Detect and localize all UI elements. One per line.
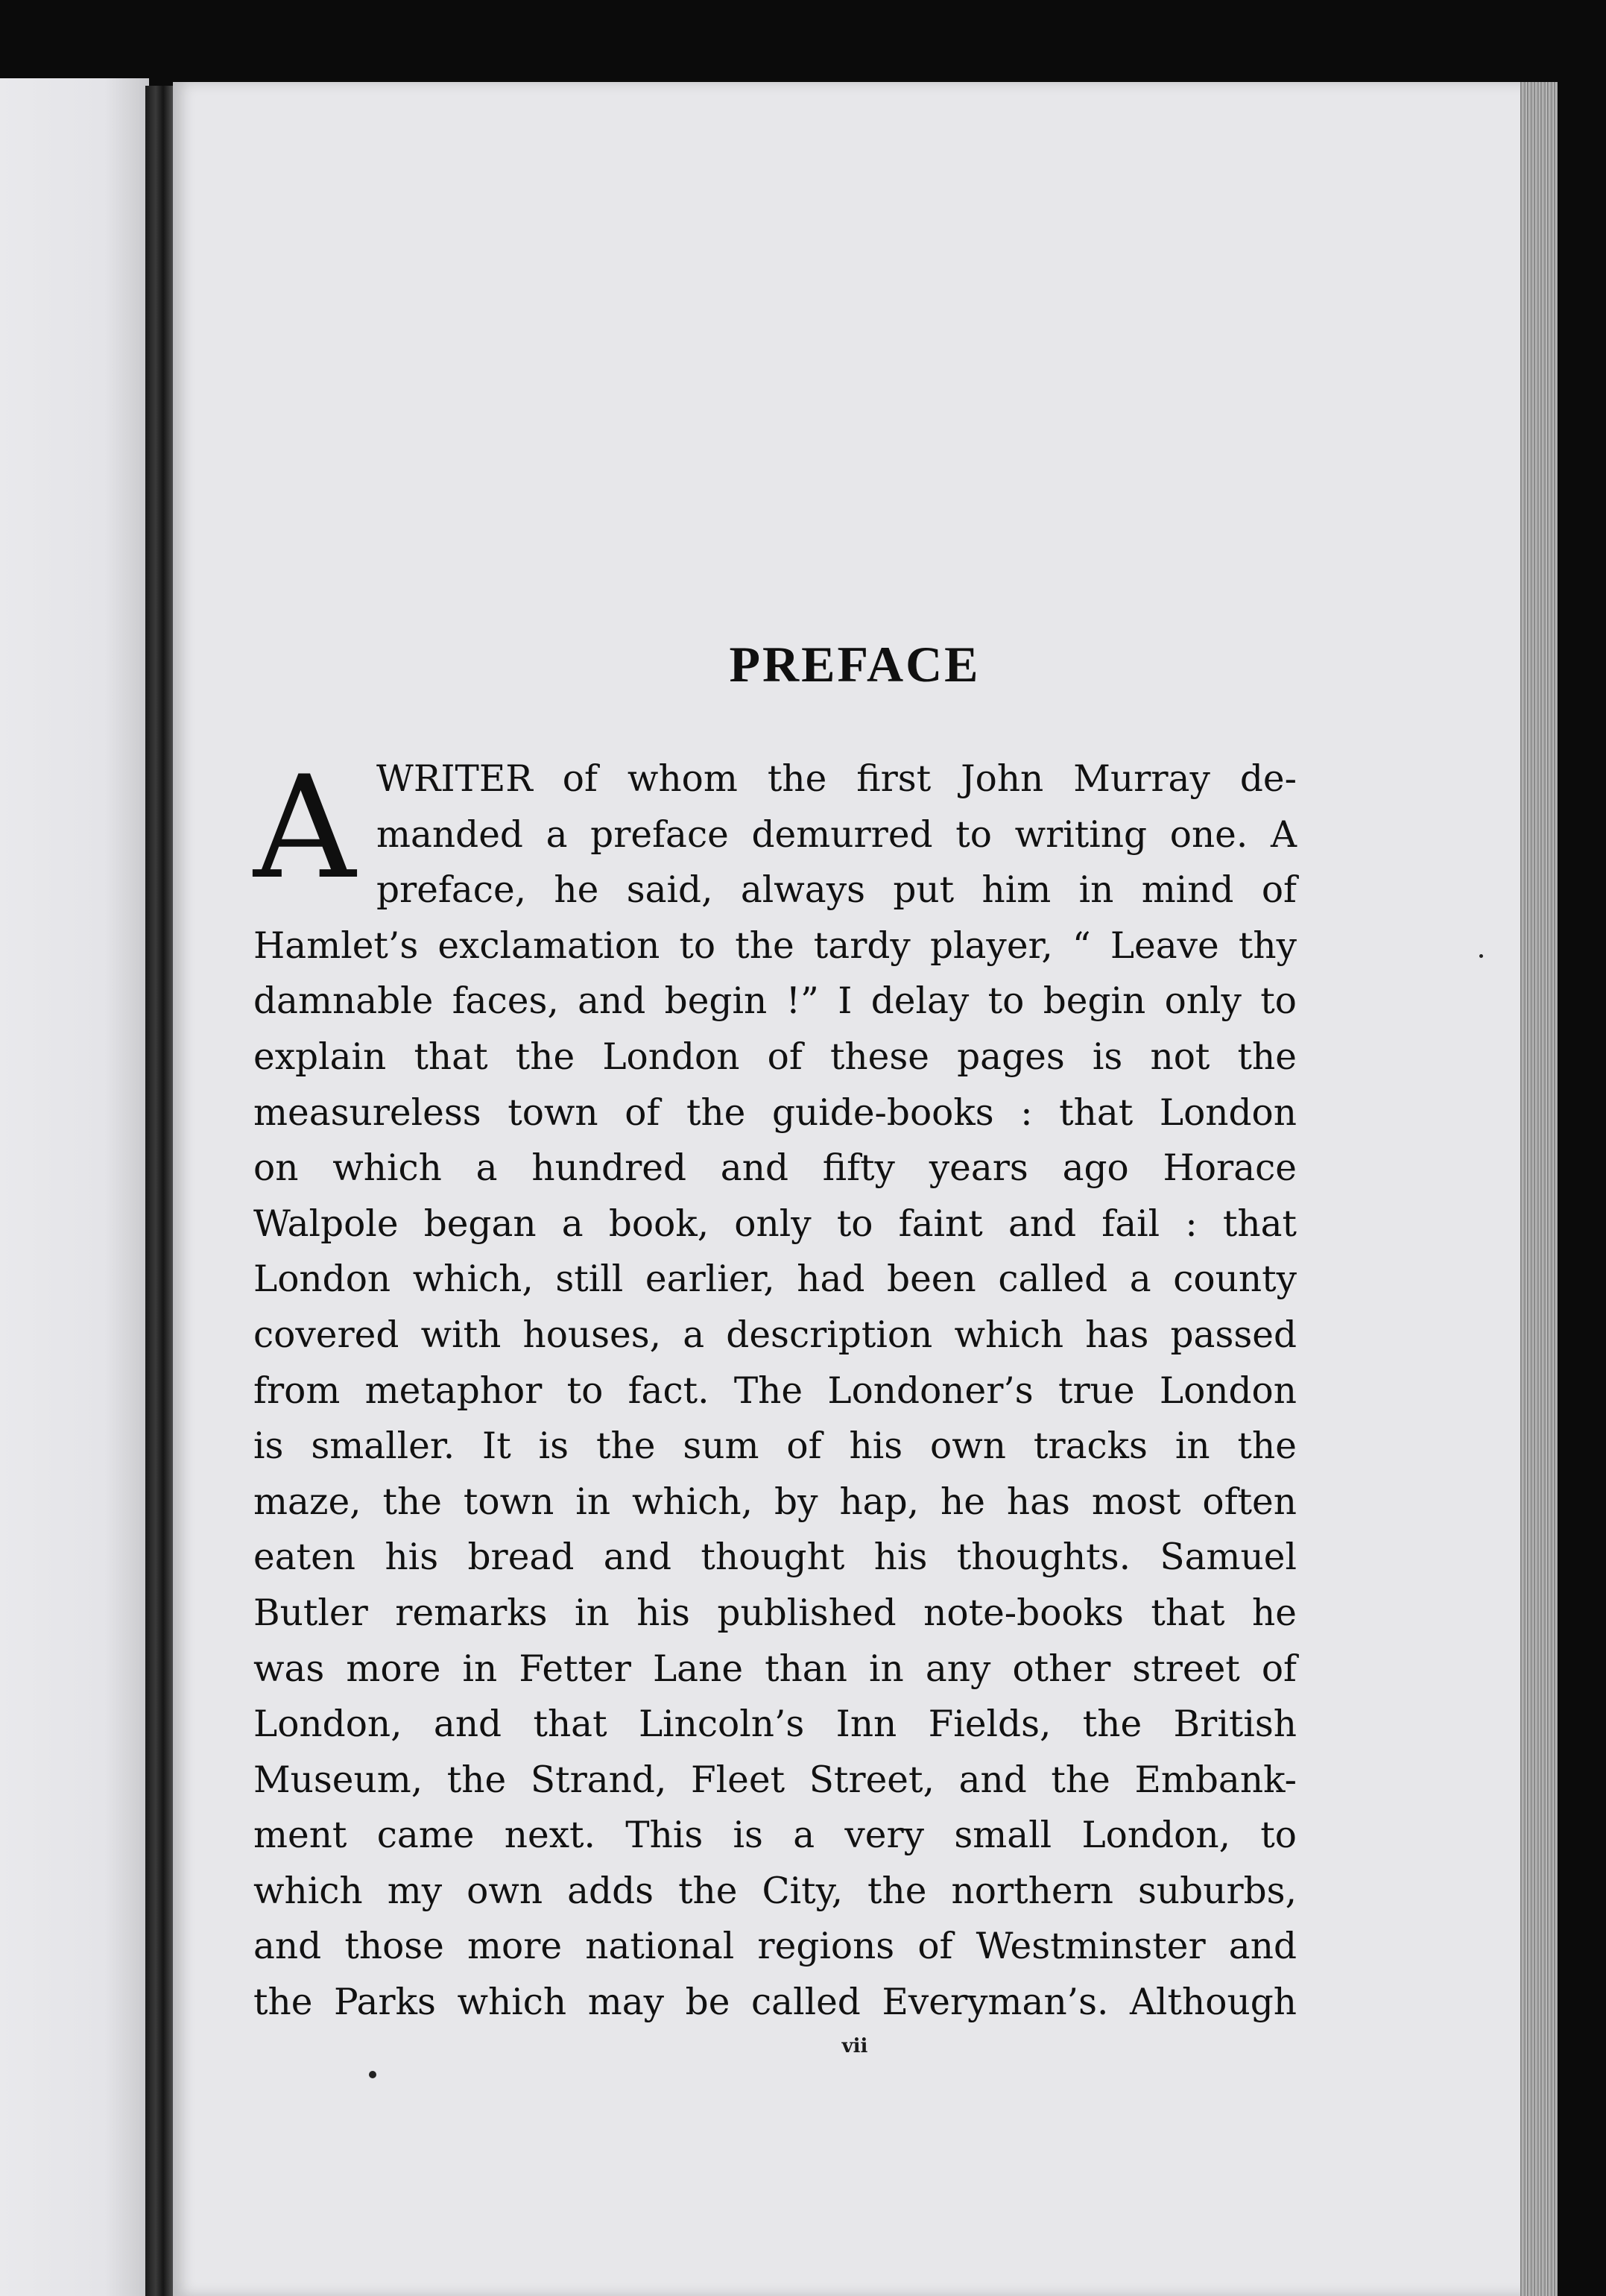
text-line: measureless town of the guide-books : that London — [253, 1091, 1297, 1134]
drop-cap: A — [253, 745, 356, 910]
book-gutter — [145, 86, 175, 2296]
text-line: explain that the London of these pages is not the — [253, 1035, 1297, 1078]
text-line: London, and that Lincoln’s Inn Fields, the British — [253, 1703, 1297, 1746]
page-number: vii — [841, 2035, 868, 2057]
text-line: is smaller. It is the sum of his own tracks in the — [253, 1425, 1297, 1468]
text-line: and those more national regions of Westminster and — [253, 1926, 1297, 1968]
text-line: Butler remarks in his published note-books that he — [253, 1592, 1297, 1634]
text-line: maze, the town in which, by hap, he has most often — [253, 1480, 1297, 1523]
body-text — [253, 745, 1297, 2031]
text-line: the Parks which may be called Everyman’s. Although — [253, 1981, 1297, 2024]
page-title: PREFACE — [729, 636, 981, 693]
text-line: covered with houses, a description which has passed — [253, 1313, 1297, 1356]
background-dark — [1558, 0, 1606, 2296]
text-line: damnable faces, and begin !” I delay to begin only to — [253, 980, 1297, 1023]
ink-speck — [1479, 954, 1483, 958]
text-line: from metaphor to fact. The Londoner’s true London — [253, 1369, 1297, 1412]
text-line: manded a preface demurred to writing one. A — [376, 813, 1297, 856]
text-line: on which a hundred and fifty years ago Horace — [253, 1147, 1297, 1190]
text-line: Museum, the Strand, Fleet Street, and the Embank- — [253, 1759, 1297, 1801]
text-line: Hamlet’s exclamation to the tardy player, “ Leave thy — [253, 924, 1297, 967]
text-line: eaten his bread and thought his thoughts. Samuel — [253, 1536, 1297, 1579]
text-line: WRITER of whom the first John Murray de- — [376, 758, 1297, 800]
text-line: ment came next. This is a very small London, to — [253, 1814, 1297, 1857]
text-line: preface, he said, always put him in mind of — [376, 869, 1297, 912]
ink-speck — [369, 2071, 376, 2078]
text-line: which my own adds the City, the northern suburbs, — [253, 1870, 1297, 1912]
left-page-edge — [0, 78, 149, 2296]
text-line: was more in Fetter Lane than in any other street of — [253, 1647, 1297, 1690]
text-line: London which, still earlier, had been called a county — [253, 1258, 1297, 1301]
text-line: Walpole began a book, only to faint and fail : that — [253, 1202, 1297, 1245]
page-stack-edge — [1520, 82, 1558, 2296]
